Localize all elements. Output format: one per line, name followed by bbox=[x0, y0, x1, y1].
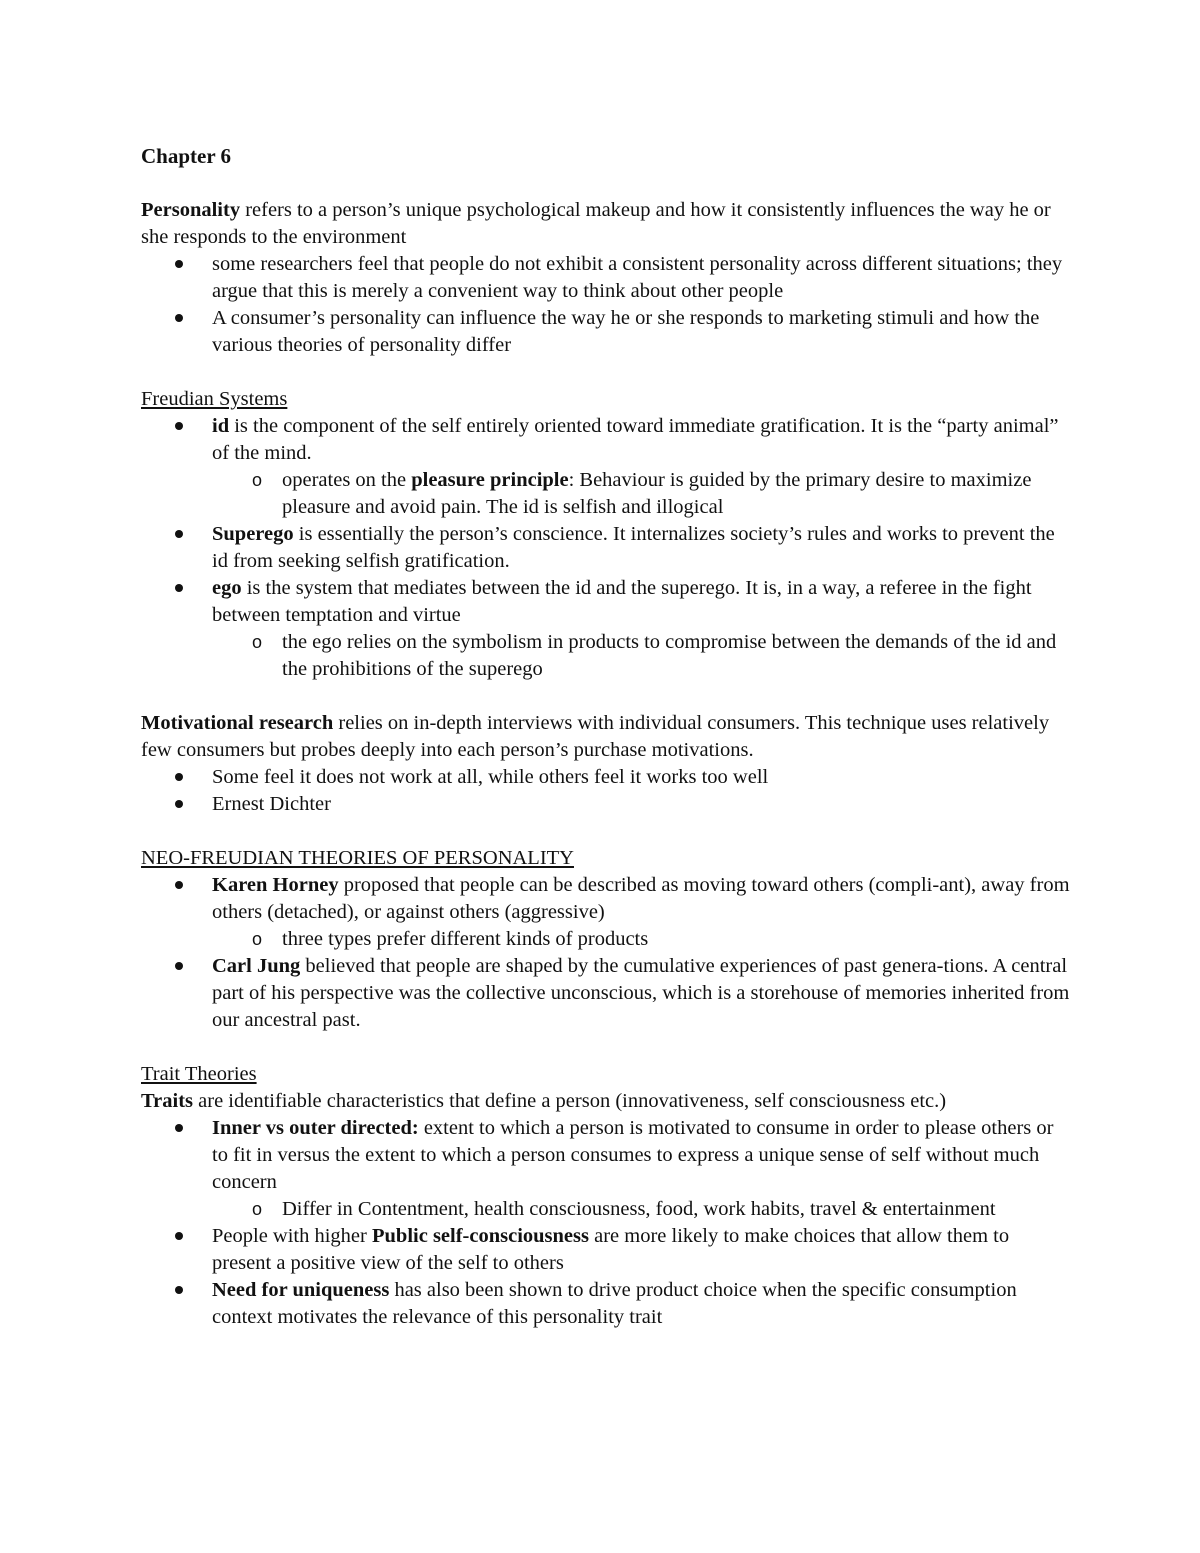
spacer bbox=[141, 683, 1071, 710]
bullet-icon bbox=[175, 962, 183, 970]
sub-list-item bbox=[141, 467, 1071, 521]
bullet-icon bbox=[175, 1124, 183, 1132]
bullet-icon bbox=[175, 260, 183, 268]
personality-list bbox=[141, 251, 1071, 359]
motivational-term: Motivational research bbox=[141, 712, 334, 734]
bullet-icon bbox=[175, 773, 183, 781]
document-body bbox=[141, 143, 1071, 1331]
jung-text: believed that people are shaped by the cumulative experiences of past genera-tions. A central part of his perspective was the collective unconscious, which is a storehouse of memories inherited from our ancestral past. bbox=[212, 955, 1070, 1031]
traits-term: Traits bbox=[141, 1090, 194, 1112]
pleasure-principle-term: pleasure principle bbox=[411, 469, 569, 491]
bullet-icon bbox=[175, 422, 183, 430]
sub-bullet-icon: o bbox=[251, 470, 262, 490]
list-item bbox=[141, 251, 1071, 305]
list-item-text: Some feel it does not work at all, while others feel it works too well bbox=[212, 766, 769, 788]
ego-text: is the system that mediates between the id and the superego. It is, in a way, a referee in the fight between temptation and virtue bbox=[212, 577, 1032, 626]
motivational-text: relies on in-depth interviews with individual consumers. This technique uses relatively few consumers but probes deeply into each person’s purchase motivations. bbox=[141, 712, 1050, 761]
id-text: is the component of the self entirely oriented toward immediate gratification. It is the “party animal” of the mind. bbox=[212, 415, 1059, 464]
list-item bbox=[141, 1115, 1071, 1196]
bullet-icon bbox=[175, 314, 183, 322]
traits-definition: are identifiable characteristics that define a person (innovativeness, self consciousness etc.) bbox=[193, 1090, 947, 1112]
sub-item-text: : Behaviour is guided by the primary desire to maximize pleasure and avoid pain. The id is selfish and illogical bbox=[282, 469, 1032, 518]
list-item-text: some researchers feel that people do not exhibit a consistent personality across different situations; they argue that this is merely a convenient way to think about other people bbox=[212, 253, 1063, 302]
bullet-icon bbox=[175, 881, 183, 889]
sub-list-item bbox=[141, 629, 1071, 683]
public-text: are more likely to make choices that allow them to present a positive view of the self to others bbox=[212, 1225, 1010, 1274]
public-prefix: People with higher bbox=[212, 1225, 372, 1247]
sub-item-text: Differ in Contentment, health consciousness, food, work habits, travel & entertainment bbox=[282, 1198, 996, 1220]
bullet-icon bbox=[175, 1286, 183, 1294]
page-title: Chapter 6 bbox=[141, 144, 232, 168]
bullet-icon bbox=[175, 584, 183, 592]
list-item bbox=[141, 305, 1071, 359]
public-self-consciousness-term: Public self-consciousness bbox=[372, 1225, 589, 1247]
list-item bbox=[141, 575, 1071, 629]
sub-bullet-icon: o bbox=[251, 929, 262, 949]
bullet-icon bbox=[175, 1232, 183, 1240]
superego-term: Superego bbox=[212, 523, 294, 545]
personality-definition: refers to a person’s unique psychological makeup and how it consistently influences the way he or she responds to the environment bbox=[141, 199, 1051, 248]
list-item-text: A consumer’s personality can influence the way he or she responds to marketing stimuli and how the various theories of personality differ bbox=[212, 307, 1040, 356]
sub-bullet-icon: o bbox=[251, 632, 262, 652]
section-heading-trait: Trait Theories bbox=[141, 1063, 257, 1085]
inner-outer-text: extent to which a person is motivated to consume in order to please others or to fit in versus the extent to which a person consumes to express a unique sense of self without much concern bbox=[212, 1117, 1054, 1193]
sub-item-text: three types prefer different kinds of products bbox=[282, 928, 649, 950]
sub-bullet-icon: o bbox=[251, 1199, 262, 1219]
horney-term: Karen Horney bbox=[212, 874, 339, 896]
list-item bbox=[141, 521, 1071, 575]
personality-term: Personality bbox=[141, 199, 241, 221]
horney-text: proposed that people can be described as moving toward others (compli-ant), away from others (detached), or against others (aggressive) bbox=[212, 874, 1070, 923]
bullet-icon bbox=[175, 800, 183, 808]
list-item bbox=[141, 764, 1071, 791]
neo-freudian-list bbox=[141, 872, 1071, 1034]
list-item-text: Ernest Dichter bbox=[212, 793, 331, 815]
list-item bbox=[141, 1277, 1071, 1331]
bullet-icon bbox=[175, 530, 183, 538]
sub-list-item bbox=[141, 926, 1071, 953]
sub-item-text: the ego relies on the symbolism in products to compromise between the demands of the id and the prohibitions of the superego bbox=[282, 631, 1057, 680]
uniqueness-term: Need for uniqueness bbox=[212, 1279, 390, 1301]
superego-text: is essentially the person’s conscience. It internalizes society’s rules and works to prevent the id from seeking selfish gratification. bbox=[212, 523, 1055, 572]
list-item bbox=[141, 413, 1071, 467]
motivational-paragraph bbox=[141, 710, 1071, 764]
jung-term: Carl Jung bbox=[212, 955, 301, 977]
id-term: id bbox=[212, 415, 230, 437]
spacer bbox=[141, 818, 1071, 845]
list-item bbox=[141, 953, 1071, 1034]
section-heading-neo-freudian: NEO-FREUDIAN THEORIES OF PERSONALITY bbox=[141, 847, 574, 869]
personality-paragraph bbox=[141, 197, 1071, 251]
uniqueness-text: has also been shown to drive product choice when the specific consumption context motivates the relevance of this personality trait bbox=[212, 1279, 1017, 1328]
section-heading-freudian: Freudian Systems bbox=[141, 388, 288, 410]
spacer bbox=[141, 359, 1071, 386]
freudian-list bbox=[141, 413, 1071, 683]
list-item bbox=[141, 791, 1071, 818]
sub-item-prefix: operates on the bbox=[282, 469, 412, 491]
inner-outer-term: Inner vs outer directed: bbox=[212, 1117, 419, 1139]
sub-list-item bbox=[141, 1196, 1071, 1223]
traits-paragraph bbox=[141, 1088, 1071, 1115]
ego-term: ego bbox=[212, 577, 242, 599]
list-item bbox=[141, 872, 1071, 926]
motivational-list bbox=[141, 764, 1071, 818]
spacer bbox=[141, 1034, 1071, 1061]
list-item bbox=[141, 1223, 1071, 1277]
trait-list bbox=[141, 1115, 1071, 1331]
